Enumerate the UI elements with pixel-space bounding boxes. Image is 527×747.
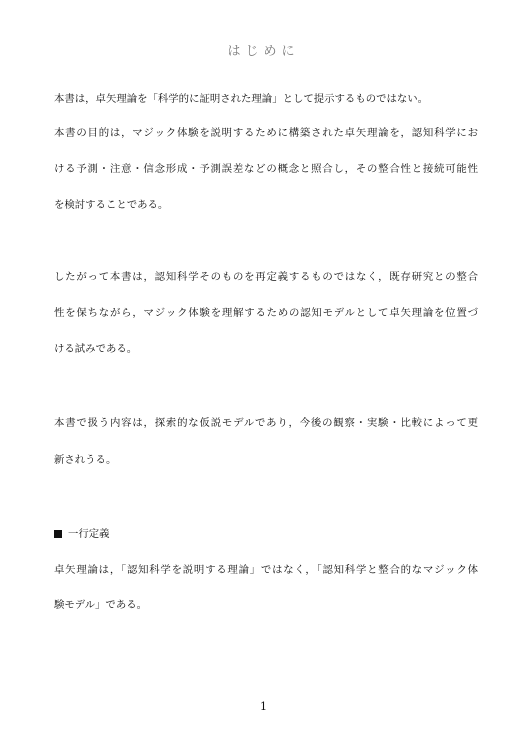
paragraph-4-line-1: 本書で扱う内容は，探索的な仮説モデルであり，今後の観察・実験・比較によって更 [54, 417, 478, 429]
paragraph-2-line-1: 本書の目的は，マジック体験を説明するために構築された卓矢理論を，認知科学にお [54, 127, 478, 139]
paragraph-4-line-2: 新されうる。 [54, 454, 117, 466]
paragraph-3-line-2: 性を保ちながら，マジック体験を理解するための認知モデルとして卓矢理論を位置づ [54, 307, 478, 319]
paragraph-2-line-2: ける予測・注意・信念形成・予測誤差などの概念と照合し，その整合性と接続可能性 [54, 163, 478, 175]
section-heading-label: 一行定義 [68, 528, 110, 540]
definition-line-1: 卓矢理論は，「認知科学を説明する理論」ではなく，「認知科学と整合的なマジック体 [54, 564, 478, 576]
definition-line-2: 験モデル」である。 [54, 599, 147, 611]
page-title: はじめに [227, 44, 300, 59]
page-number: 1 [260, 700, 267, 713]
paragraph-1-line-1: 本書は，卓矢理論を「科学的に証明された理論」として提示するものではない。 [54, 93, 429, 105]
paragraph-3-line-1: したがって本書は，認知科学そのものを再定義するものではなく，既存研究との整合 [54, 271, 478, 283]
paragraph-2-line-3: を検討することである。 [54, 199, 169, 211]
paragraph-3-line-3: ける試みである。 [54, 343, 138, 355]
black-square-icon [54, 530, 62, 538]
section-heading [54, 527, 478, 541]
